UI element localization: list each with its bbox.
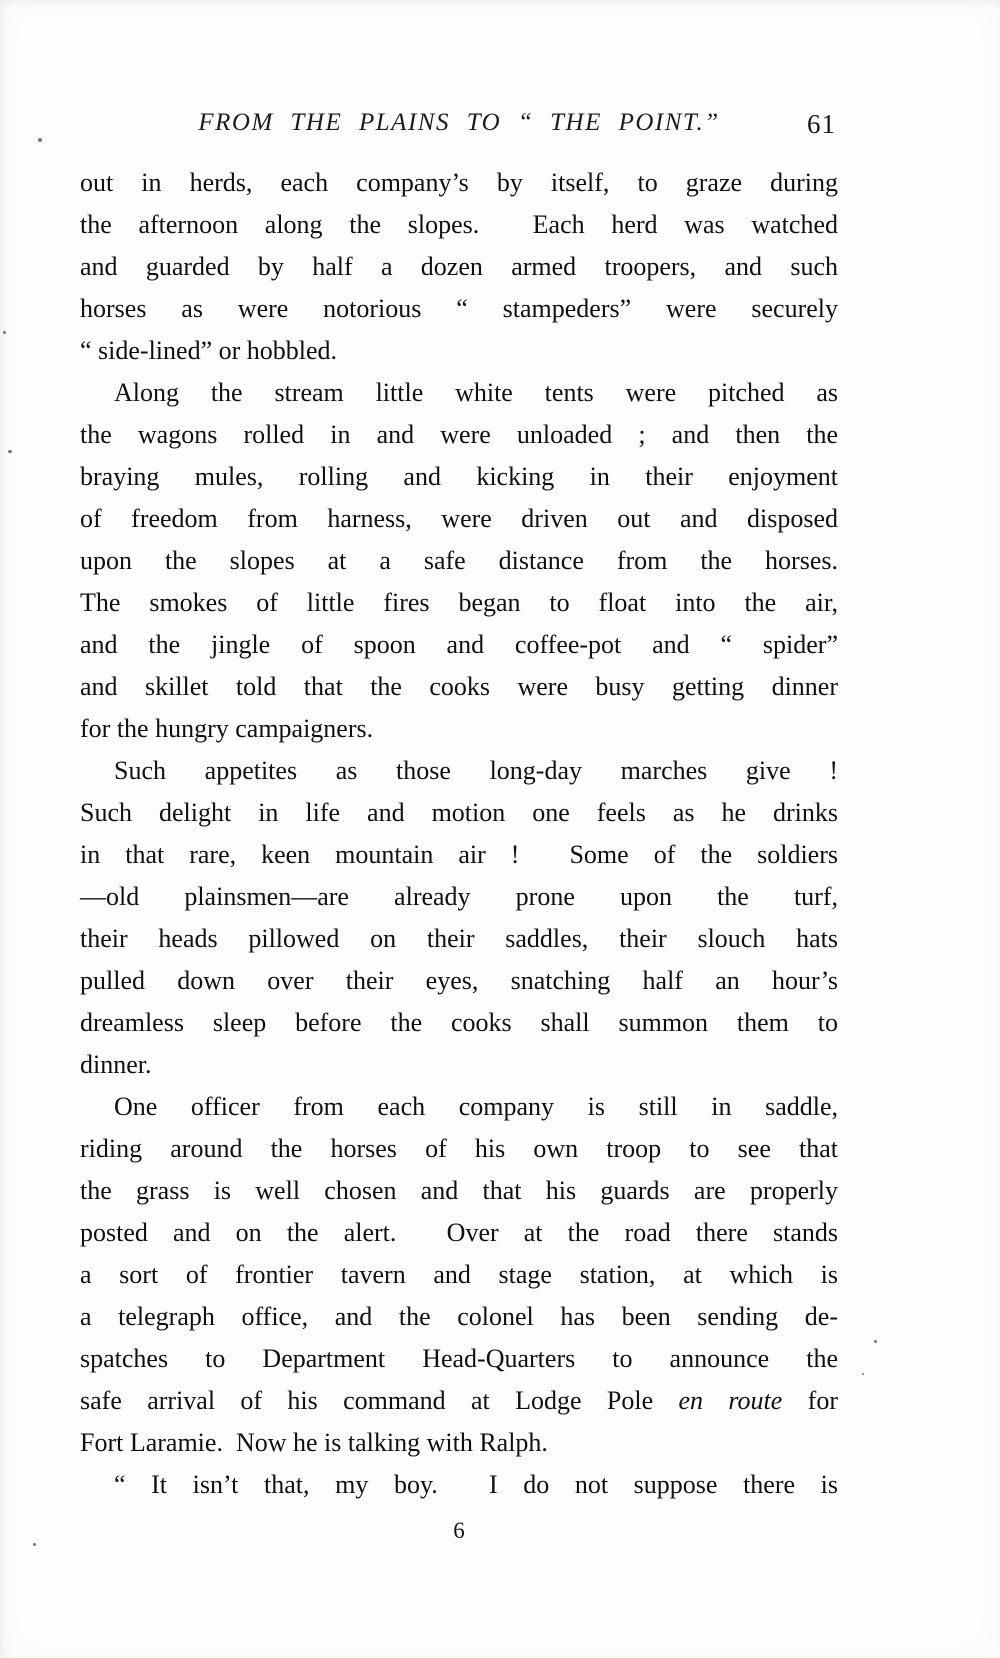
text-run: for the hungry campaigners. — [80, 714, 374, 743]
text-run: horses as were notorious “ stampeders” were securely — [80, 294, 838, 323]
text-run: the afternoon along the slopes. Each herd was watched — [80, 210, 838, 239]
text-line — [80, 1254, 838, 1296]
text-run: in that rare, keen mountain air ! Some of the soldiers — [80, 840, 838, 869]
text-run: safe arrival of his command at Lodge Pole — [80, 1386, 679, 1415]
text-run: and the jingle of spoon and coffee-pot and “ spider” — [80, 630, 838, 659]
text-run: their heads pillowed on their saddles, their slouch hats — [80, 924, 838, 953]
italic-phrase: en route — [678, 1386, 783, 1415]
page-header — [80, 106, 838, 140]
text-run: dreamless sleep before the cooks shall summon them to — [80, 1008, 838, 1037]
page-content — [80, 106, 838, 1544]
text-line — [80, 792, 838, 834]
paragraph — [80, 1086, 838, 1464]
text-line — [80, 1380, 838, 1422]
text-line — [80, 1296, 838, 1338]
paragraph — [80, 162, 838, 372]
text-line — [80, 582, 838, 624]
text-run: out in herds, each company’s by itself, to graze during — [80, 168, 838, 197]
text-line — [80, 876, 838, 918]
paragraph — [80, 372, 838, 750]
text-run: braying mules, rolling and kicking in their enjoyment — [80, 462, 838, 491]
text-run: Fort Laramie. Now he is talking with Ralph. — [80, 1428, 548, 1457]
text-line — [80, 1212, 838, 1254]
text-line — [80, 1128, 838, 1170]
text-line — [80, 1464, 838, 1506]
paragraph — [80, 1464, 838, 1506]
text-run: of freedom from harness, were driven out and disposed — [80, 504, 838, 533]
scan-speck — [3, 331, 6, 334]
text-run: Such delight in life and motion one feels as he drinks — [80, 798, 838, 827]
running-head: FROM THE PLAINS TO “ THE POINT.” — [198, 109, 720, 136]
text-line — [80, 918, 838, 960]
text-line — [80, 498, 838, 540]
text-run: a sort of frontier tavern and stage station, at which is — [80, 1260, 838, 1289]
text-line — [80, 708, 838, 750]
page-number: 61 — [807, 109, 836, 139]
scan-speck — [33, 1543, 36, 1546]
text-run: “ It isn’t that, my boy. I do not suppose there is — [114, 1470, 838, 1499]
text-run: One officer from each company is still in saddle, — [114, 1092, 838, 1121]
signature-mark: 6 — [453, 1518, 465, 1543]
text-run: a telegraph office, and the colonel has been sending de- — [80, 1302, 838, 1331]
text-run: Along the stream little white tents were pitched as — [114, 378, 838, 407]
text-line — [80, 162, 838, 204]
paragraph — [80, 750, 838, 1086]
text-run: pulled down over their eyes, snatching half an hour’s — [80, 966, 838, 995]
text-run: riding around the horses of his own troop to see that — [80, 1134, 838, 1163]
text-run: The smokes of little fires began to float into the air, — [80, 588, 838, 617]
text-line — [80, 624, 838, 666]
text-line — [80, 204, 838, 246]
scan-speck — [874, 1340, 877, 1343]
text-run: the wagons rolled in and were unloaded ; and then the — [80, 420, 838, 449]
text-run: “ side-lined” or hobbled. — [80, 336, 338, 365]
text-line — [80, 1422, 838, 1464]
text-line — [80, 456, 838, 498]
text-line — [80, 750, 838, 792]
text-line — [80, 834, 838, 876]
text-run: and skillet told that the cooks were busy getting dinner — [80, 672, 838, 701]
text-line — [80, 960, 838, 1002]
text-run: posted and on the alert. Over at the road there stands — [80, 1218, 838, 1247]
text-run: upon the slopes at a safe distance from the horses. — [80, 546, 838, 575]
text-line — [80, 414, 838, 456]
text-run: dinner. — [80, 1050, 152, 1079]
scan-speck — [862, 1373, 864, 1375]
text-line — [80, 1002, 838, 1044]
text-line — [80, 1044, 838, 1086]
text-line — [80, 666, 838, 708]
text-run: —old plainsmen—are already prone upon the turf, — [80, 882, 838, 911]
text-block — [80, 162, 838, 1506]
text-line — [80, 330, 838, 372]
text-line — [80, 1170, 838, 1212]
text-line — [80, 246, 838, 288]
text-line — [80, 1086, 838, 1128]
text-line — [80, 540, 838, 582]
scan-speck — [38, 138, 42, 142]
scan-speck — [8, 450, 12, 453]
text-line — [80, 372, 838, 414]
text-run: Such appetites as those long-day marches give ! — [114, 756, 838, 785]
text-run: spatches to Department Head-Quarters to announce the — [80, 1344, 838, 1373]
text-run: the grass is well chosen and that his guards are properly — [80, 1176, 838, 1205]
text-line — [80, 1338, 838, 1380]
text-line — [80, 288, 838, 330]
text-run: for — [782, 1386, 839, 1415]
text-run: and guarded by half a dozen armed troopers, and such — [80, 252, 838, 281]
